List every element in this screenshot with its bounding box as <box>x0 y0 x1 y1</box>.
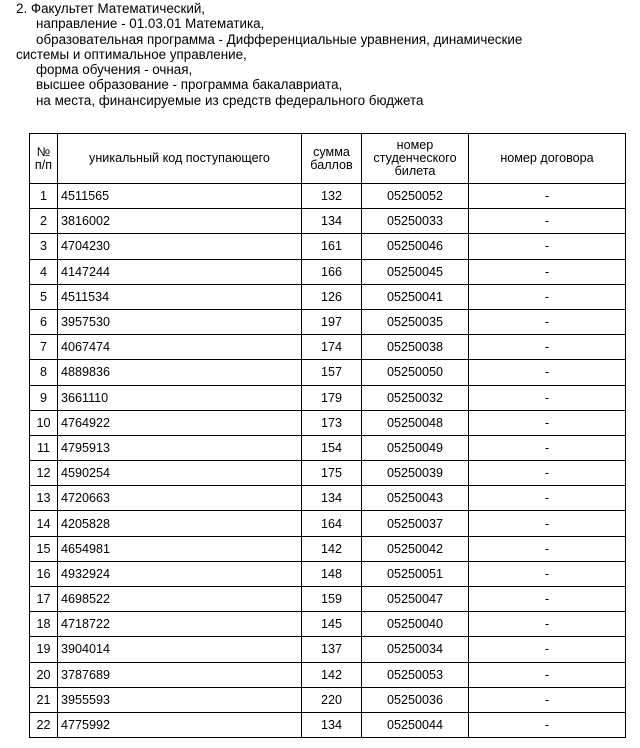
table-row <box>30 486 626 511</box>
student-ticket-number: 05250032 <box>362 385 469 410</box>
score-sum: 157 <box>302 360 362 385</box>
program-line-continued: системы и оптимальное управление, <box>16 46 247 62</box>
student-ticket-number: 05250052 <box>362 184 469 209</box>
direction-line: направление - 01.03.01 Математика, <box>36 16 265 32</box>
table-row <box>30 536 626 561</box>
header-code: уникальный код поступающего <box>58 134 302 184</box>
student-ticket-number: 05250049 <box>362 435 469 460</box>
student-ticket-number: 05250050 <box>362 360 469 385</box>
score-sum: 145 <box>302 612 362 637</box>
applicant-code: 4704230 <box>58 234 302 259</box>
row-number: 7 <box>30 335 58 360</box>
contract-number: - <box>469 612 626 637</box>
row-number: 4 <box>30 259 58 284</box>
row-number: 9 <box>30 385 58 410</box>
row-number: 18 <box>30 612 58 637</box>
faculty-line: 2. Факультет Математический, <box>16 1 206 16</box>
header-ticket: номер студенческого билета <box>362 134 469 184</box>
contract-number: - <box>469 209 626 234</box>
score-sum: 197 <box>302 309 362 334</box>
student-ticket-number: 05250047 <box>362 587 469 612</box>
applicant-code: 3816002 <box>58 209 302 234</box>
row-number: 2 <box>30 209 58 234</box>
table-row <box>30 259 626 284</box>
applicant-code: 4795913 <box>58 435 302 460</box>
student-ticket-number: 05250033 <box>362 209 469 234</box>
row-number: 13 <box>30 486 58 511</box>
student-ticket-number: 05250041 <box>362 284 469 309</box>
score-sum: 132 <box>302 184 362 209</box>
student-ticket-number: 05250040 <box>362 612 469 637</box>
table-row <box>30 712 626 737</box>
score-sum: 161 <box>302 234 362 259</box>
score-sum: 148 <box>302 561 362 586</box>
header-contract: номер договора <box>469 134 626 184</box>
student-ticket-number: 05250034 <box>362 637 469 662</box>
row-number: 1 <box>30 184 58 209</box>
contract-number: - <box>469 335 626 360</box>
table-row <box>30 309 626 334</box>
contract-number: - <box>469 410 626 435</box>
applicant-code: 4590254 <box>58 461 302 486</box>
score-sum: 175 <box>302 461 362 486</box>
table-row <box>30 587 626 612</box>
header-num: № п/п <box>30 134 58 184</box>
row-number: 8 <box>30 360 58 385</box>
funding-line: на места, финансируемые из средств федерального бюджета <box>36 92 424 108</box>
applicant-code: 3661110 <box>58 385 302 410</box>
score-sum: 174 <box>302 335 362 360</box>
table-row <box>30 637 626 662</box>
contract-number: - <box>469 234 626 259</box>
applicant-code: 4720663 <box>58 486 302 511</box>
score-sum: 220 <box>302 687 362 712</box>
score-sum: 179 <box>302 385 362 410</box>
row-number: 12 <box>30 461 58 486</box>
contract-number: - <box>469 712 626 737</box>
table-row <box>30 234 626 259</box>
row-number: 11 <box>30 435 58 460</box>
education-level-line: высшее образование - программа бакалавриата, <box>36 77 343 93</box>
table-row <box>30 385 626 410</box>
student-ticket-number: 05250053 <box>362 662 469 687</box>
student-ticket-number: 05250044 <box>362 712 469 737</box>
row-number: 5 <box>30 284 58 309</box>
table-row <box>30 511 626 536</box>
contract-number: - <box>469 536 626 561</box>
contract-number: - <box>469 637 626 662</box>
student-ticket-number: 05250051 <box>362 561 469 586</box>
applicant-code: 4698522 <box>58 587 302 612</box>
contract-number: - <box>469 461 626 486</box>
student-ticket-number: 05250035 <box>362 309 469 334</box>
applicant-code: 4511565 <box>58 184 302 209</box>
score-sum: 142 <box>302 662 362 687</box>
row-number: 21 <box>30 687 58 712</box>
table-row <box>30 461 626 486</box>
contract-number: - <box>469 259 626 284</box>
header-score: сумма баллов <box>302 134 362 184</box>
student-ticket-number: 05250039 <box>362 461 469 486</box>
table-row <box>30 284 626 309</box>
score-sum: 134 <box>302 486 362 511</box>
student-ticket-number: 05250037 <box>362 511 469 536</box>
contract-number: - <box>469 687 626 712</box>
contract-number: - <box>469 561 626 586</box>
row-number: 15 <box>30 536 58 561</box>
contract-number: - <box>469 587 626 612</box>
score-sum: 173 <box>302 410 362 435</box>
table-row <box>30 561 626 586</box>
table-row <box>30 612 626 637</box>
section-header <box>16 1 636 108</box>
program-line: образовательная программа - Дифференциальные уравнения, динамические <box>36 31 523 47</box>
applicant-code: 4205828 <box>58 511 302 536</box>
contract-number: - <box>469 435 626 460</box>
score-sum: 166 <box>302 259 362 284</box>
student-ticket-number: 05250036 <box>362 687 469 712</box>
score-sum: 154 <box>302 435 362 460</box>
applicant-code: 3955593 <box>58 687 302 712</box>
row-number: 22 <box>30 712 58 737</box>
contract-number: - <box>469 309 626 334</box>
table-row <box>30 410 626 435</box>
row-number: 3 <box>30 234 58 259</box>
applicant-code: 4511534 <box>58 284 302 309</box>
applicant-code: 4775992 <box>58 712 302 737</box>
applicant-code: 4718722 <box>58 612 302 637</box>
contract-number: - <box>469 385 626 410</box>
row-number: 16 <box>30 561 58 586</box>
contract-number: - <box>469 284 626 309</box>
row-number: 19 <box>30 637 58 662</box>
student-ticket-number: 05250048 <box>362 410 469 435</box>
table-body <box>30 184 626 738</box>
student-ticket-number: 05250045 <box>362 259 469 284</box>
applicant-code: 4067474 <box>58 335 302 360</box>
score-sum: 159 <box>302 587 362 612</box>
table-row <box>30 184 626 209</box>
applicant-code: 3957530 <box>58 309 302 334</box>
student-ticket-number: 05250046 <box>362 234 469 259</box>
contract-number: - <box>469 486 626 511</box>
applicant-code: 3787689 <box>58 662 302 687</box>
row-number: 6 <box>30 309 58 334</box>
score-sum: 142 <box>302 536 362 561</box>
applicant-code: 3904014 <box>58 637 302 662</box>
table-row <box>30 335 626 360</box>
row-number: 17 <box>30 587 58 612</box>
table-row <box>30 360 626 385</box>
applicant-code: 4932924 <box>58 561 302 586</box>
applicant-code: 4764922 <box>58 410 302 435</box>
score-sum: 137 <box>302 637 362 662</box>
applicant-code: 4889836 <box>58 360 302 385</box>
row-number: 10 <box>30 410 58 435</box>
table-row <box>30 435 626 460</box>
applicant-code: 4147244 <box>58 259 302 284</box>
student-ticket-number: 05250038 <box>362 335 469 360</box>
score-sum: 164 <box>302 511 362 536</box>
applicant-code: 4654981 <box>58 536 302 561</box>
row-number: 20 <box>30 662 58 687</box>
contract-number: - <box>469 511 626 536</box>
table-row <box>30 687 626 712</box>
score-sum: 126 <box>302 284 362 309</box>
table-header-row <box>30 134 626 184</box>
student-ticket-number: 05250043 <box>362 486 469 511</box>
table-row <box>30 209 626 234</box>
student-ticket-number: 05250042 <box>362 536 469 561</box>
study-form-line: форма обучения - очная, <box>36 62 193 78</box>
table-row <box>30 662 626 687</box>
contract-number: - <box>469 184 626 209</box>
score-sum: 134 <box>302 712 362 737</box>
enrollment-table <box>29 133 626 738</box>
contract-number: - <box>469 360 626 385</box>
row-number: 14 <box>30 511 58 536</box>
contract-number: - <box>469 662 626 687</box>
score-sum: 134 <box>302 209 362 234</box>
